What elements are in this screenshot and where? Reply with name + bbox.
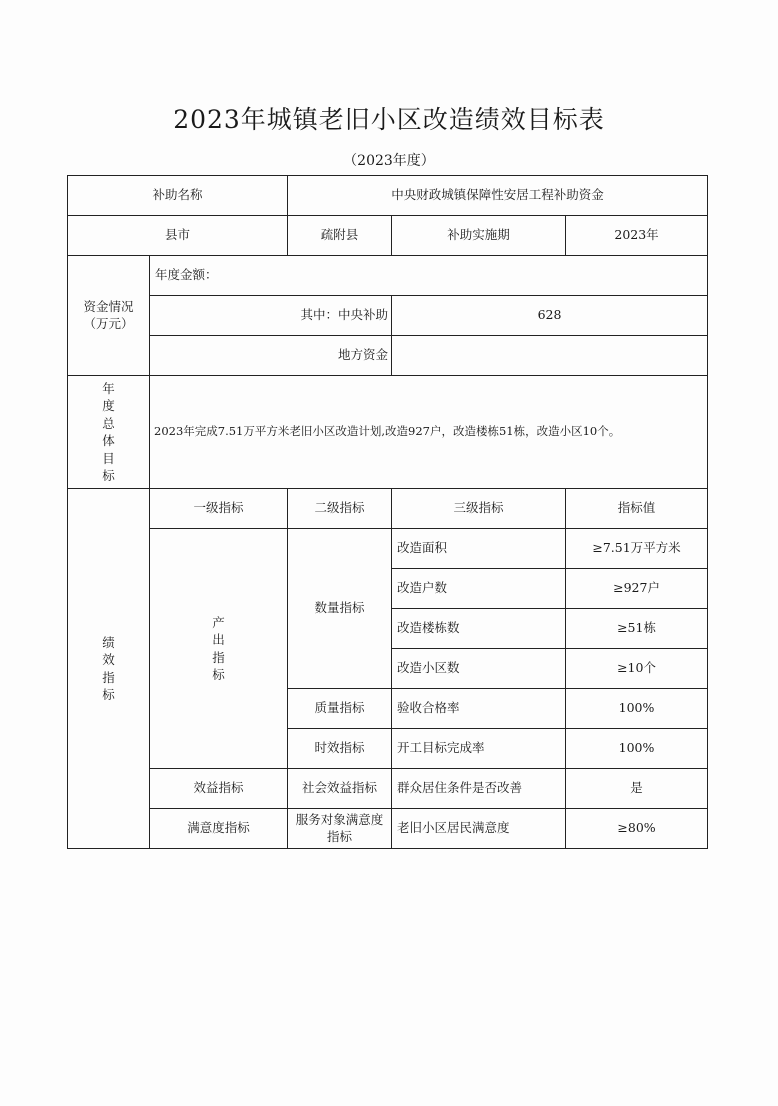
timeliness-item-value: 100%	[566, 729, 708, 769]
header-value: 指标值	[566, 489, 708, 529]
local-fund-label: 地方资金	[150, 336, 392, 376]
table-row	[68, 336, 708, 376]
annual-amount-label: 年度金额：	[150, 256, 708, 296]
table-row	[68, 296, 708, 336]
header-level2: 二级指标	[288, 489, 392, 529]
county-value: 疏附县	[288, 216, 392, 256]
funding-label: 资金情况（万元）	[68, 256, 150, 376]
table-row	[68, 176, 708, 216]
table-row	[68, 769, 708, 809]
subsidy-name-label: 补助名称	[68, 176, 288, 216]
period-value: 2023年	[566, 216, 708, 256]
quantity-item-value: ≥10个	[566, 649, 708, 689]
overall-goal-label: 年度总体目标	[68, 376, 150, 489]
table-row	[68, 216, 708, 256]
quantity-item-value: ≥51栋	[566, 609, 708, 649]
quantity-item-name: 改造面积	[392, 529, 566, 569]
county-label: 县市	[68, 216, 288, 256]
quality-item-value: 100%	[566, 689, 708, 729]
quantity-item-name: 改造楼栋数	[392, 609, 566, 649]
satisfaction-item-name: 老旧小区居民满意度	[392, 809, 566, 849]
benefit-item-name: 群众居住条件是否改善	[392, 769, 566, 809]
quantity-indicator-label: 数量指标	[288, 529, 392, 689]
quantity-item-name: 改造户数	[392, 569, 566, 609]
quality-item-name: 验收合格率	[392, 689, 566, 729]
table-row	[68, 489, 708, 529]
satisfaction-item-value: ≥80%	[566, 809, 708, 849]
indicators-label: 绩效指标	[68, 489, 150, 849]
local-fund-value	[392, 336, 708, 376]
table-row	[68, 809, 708, 849]
table-row	[68, 529, 708, 569]
quantity-item-name: 改造小区数	[392, 649, 566, 689]
central-subsidy-value: 628	[392, 296, 708, 336]
quality-indicator-label: 质量指标	[288, 689, 392, 729]
table-row	[68, 256, 708, 296]
page-title: 2023年城镇老旧小区改造绩效目标表	[173, 105, 605, 134]
output-indicator-label: 产出指标	[150, 529, 288, 769]
benefit-indicator-label: 效益指标	[150, 769, 288, 809]
timeliness-indicator-label: 时效指标	[288, 729, 392, 769]
timeliness-item-name: 开工目标完成率	[392, 729, 566, 769]
service-satisfaction-label: 服务对象满意度指标	[288, 809, 392, 849]
social-benefit-label: 社会效益指标	[288, 769, 392, 809]
header-level1: 一级指标	[150, 489, 288, 529]
quantity-item-value: ≥7.51万平方米	[566, 529, 708, 569]
overall-goal-text: 2023年完成7.51万平方米老旧小区改造计划,改造927户，改造楼栋51栋，改造小区10个。	[150, 376, 708, 489]
performance-target-table	[67, 175, 708, 849]
benefit-item-value: 是	[566, 769, 708, 809]
header-level3: 三级指标	[392, 489, 566, 529]
central-subsidy-label: 其中：中央补助	[150, 296, 392, 336]
year-subtitle: （2023年度）	[343, 153, 435, 169]
table-row	[68, 376, 708, 489]
satisfaction-indicator-label: 满意度指标	[150, 809, 288, 849]
subsidy-name-value: 中央财政城镇保障性安居工程补助资金	[288, 176, 708, 216]
period-label: 补助实施期	[392, 216, 566, 256]
quantity-item-value: ≥927户	[566, 569, 708, 609]
